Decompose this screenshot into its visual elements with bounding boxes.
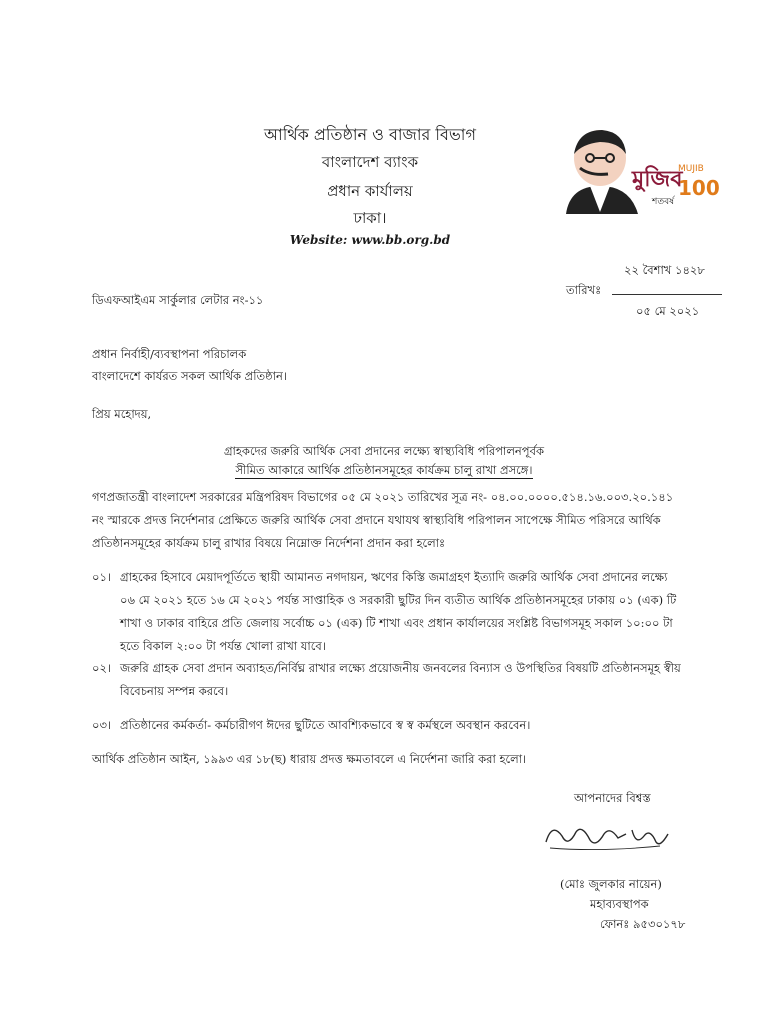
point-2-text [120,657,700,703]
point-3-line: প্রতিষ্ঠানের কর্মকর্তা- কর্মচারীগণ ঈদের ছুটিতে আবশ্যিকভাবে স্ব স্ব কর্মস্থলে অবস্থান করবেন। [120,718,531,732]
bank-name: বাংলাদেশ ব্যাংক [321,153,419,171]
point-2-number: ০২। [92,661,112,675]
addressee-line1: প্রধান নির্বাহী/ব্যবস্থাপনা পরিচালক [92,347,247,361]
bangla-date: ২২ বৈশাখ ১৪২৮ [624,263,705,277]
intro-paragraph [92,486,692,555]
point-1-line: গ্রাহকের হিসাবে মেয়াদপূর্তিতে স্থায়ী আমানত নগদায়ন, ঋণের কিস্তি জমাগ্রহণ ইত্যাদি জরুরি আর্থিক সেবা প্রদানের লক্ষ্যে [120,570,668,584]
signatory-name: (মোঃ জুলকার নায়েন) [560,877,662,891]
date-label: তারিখঃ [566,283,602,297]
subject-line2-text: সীমিত আকারে আর্থিক প্রতিষ্ঠানসমূহের কার্যক্রম চালু রাখা প্রসঙ্গে। [235,463,533,477]
closing-line: আর্থিক প্রতিষ্ঠান আইন, ১৯৯৩ এর ১৮(ছ) ধারায় প্রদত্ত ক্ষমতাবলে এ নির্দেশনা জারি করা হলো। [92,752,527,766]
signature [540,812,680,862]
website: Website: www.bb.org.bd [289,233,451,247]
subject-line2 [150,462,618,481]
signatory-phone: ফোনঃ ৯৫৩০১৭৮ [600,917,686,931]
logo-text-bn: মুজিব [632,167,683,192]
subject-line1: গ্রাহকদের জরুরি আর্থিক সেবা প্রদানের লক্ষ্যে স্বাস্থ্যবিধি পরিপালনপূর্বক [223,444,545,458]
addressee-line2: বাংলাদেশে কার্যরত সকল আর্থিক প্রতিষ্ঠান। [92,369,287,383]
point-1-line: ০৬ মে ২০২১ হতে ১৬ মে ২০২১ পর্যন্ত সাপ্তাহিক ও সরকারী ছুটির দিন ব্যতীত আর্থিক প্রতিষ্ঠানসমূহের ঢাকায় ০১ (এক) টি [120,593,677,607]
logo-text-en: MUJIB [678,164,704,174]
point-3-text [120,714,700,737]
intro-line1: গণপ্রজাতন্ত্রী বাংলাদেশ সরকারের মন্ত্রিপরিষদ বিভাগের ০৫ মে ২০২১ তারিখের সূত্র নং- ০৪.০০.০০০০.৫১৪.১৬.০০৩.২০.১৪১ [92,490,674,504]
city-name: ঢাকা। [353,209,387,227]
department-title: আর্থিক প্রতিষ্ঠান ও বাজার বিভাগ [264,125,476,144]
mujib-100-logo [560,124,720,216]
point-1-line: হতে বিকাল ২:০০ টা পর্যন্ত খোলা রাখা যাবে। [120,639,326,653]
intro-line3: প্রতিষ্ঠানসমূহের কার্যক্রম চালু রাখার বিষয়ে নিম্নোক্ত নির্দেশনা প্রদান করা হলোঃ [92,536,446,550]
logo-number: 100 [678,176,720,200]
office-name: প্রধান কার্যালয় [327,182,413,200]
point-1-text [120,566,700,658]
point-2-line: জরুরি গ্রাহক সেবা প্রদান অব্যাহত/নির্বিঘ্ন রাখার লক্ষ্যে প্রয়োজনীয় জনবলের বিন্যাস ও উপস্থিতির বিষয়টি প্রতিষ্ঠানসমূহ স্বীয় [120,661,681,675]
point-1-number: ০১। [92,570,112,584]
english-date: ০৫ মে ২০২১ [636,304,700,318]
point-1-line: শাখা ও ঢাকার বাহিরে প্রতি জেলায় সর্বোচ্চ ০১ (এক) টি শাখা এবং প্রধান কার্যালয়ের সংশ্লিষ্ট বিভাগসমূহ সকাল ১০:০০ টা [120,616,673,630]
salutation: প্রিয় মহোদয়, [92,407,152,421]
point-2-line: বিবেচনায় সম্পন্ন করবে। [120,684,229,698]
circular-ref: ডিএফআইএম সার্কুলার লেটার নং-১১ [92,293,264,307]
logo-text-bn2: শতবর্ষ [652,197,675,207]
intro-line2: নং স্মারকে প্রদত্ত নির্দেশনার প্রেক্ষিতে জরুরি আর্থিক সেবা প্রদানে যথাযথ স্বাস্থ্যবিধি পরিপালন সাপেক্ষে সীমিত পরিসরে আর্থিক [92,513,661,527]
regards: আপনাদের বিশ্বস্ত [574,791,651,805]
point-3-number: ০৩। [92,718,112,732]
signatory-designation: মহাব্যবস্থাপক [590,897,649,911]
date-divider [612,294,722,295]
